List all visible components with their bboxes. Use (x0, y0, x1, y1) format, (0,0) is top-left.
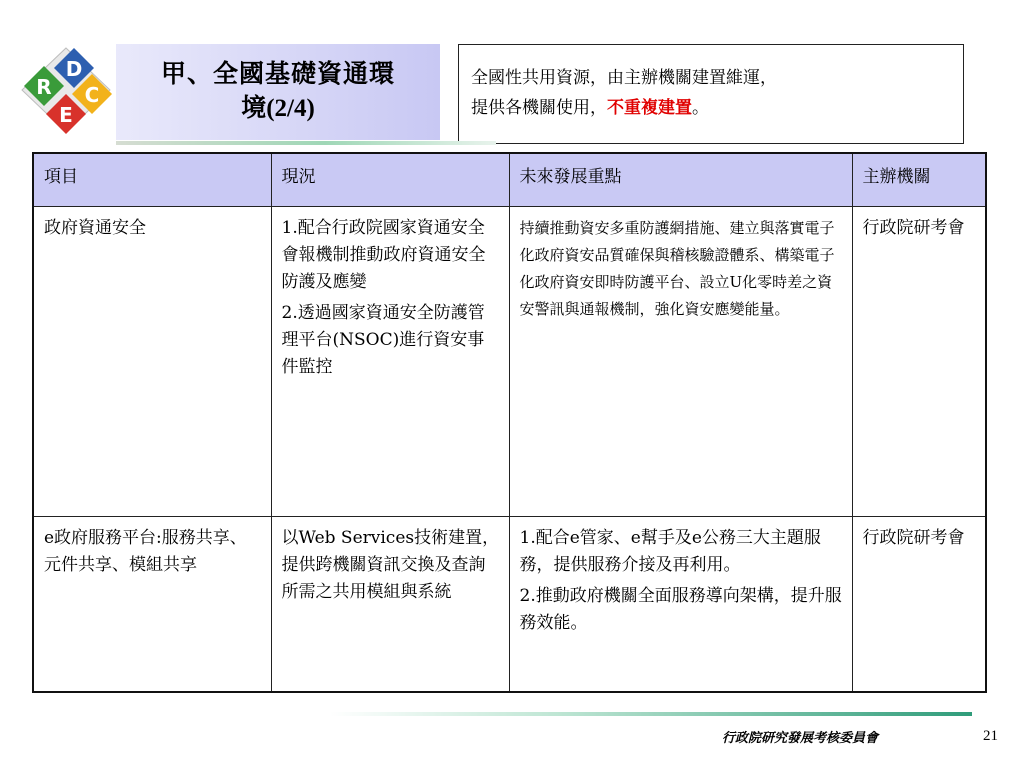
header-item: 項目 (33, 153, 271, 207)
svg-text:E: E (59, 103, 73, 127)
slide-title (116, 44, 440, 140)
table-row (33, 517, 986, 693)
note-line-1: 全國性共用資源，由主辦機關建置維運， (471, 68, 777, 88)
header-future: 未來發展重點 (509, 153, 852, 207)
overview-table (32, 152, 987, 693)
footer-rule (330, 712, 972, 716)
future-point: 2.推動政府機關全面服務導向架構，提升服務效能。 (519, 586, 842, 633)
header-status: 現況 (271, 153, 509, 207)
title-line-1: 甲、全國基礎資通環 (160, 61, 395, 88)
table-header-row (33, 153, 986, 207)
future-point: 1.配合e管家、e幫手及e公務三大主題服務，提供服務介接及再利用。 (519, 528, 821, 575)
table-row (33, 207, 986, 517)
cell-future (509, 517, 852, 693)
note-line-2-suffix: 。 (692, 98, 709, 118)
note-emphasis: 不重複建置 (607, 98, 692, 118)
title-underline (116, 141, 496, 145)
rdec-logo (18, 44, 114, 136)
title-line-2: 境(2/4) (241, 95, 315, 122)
note-box (458, 44, 964, 144)
page-number: 21 (983, 728, 998, 744)
footer-organization: 行政院研究發展考核委員會 (722, 731, 879, 746)
svg-text:C: C (84, 83, 100, 107)
cell-agency: 行政院研考會 (852, 207, 986, 517)
cell-item: 政府資通安全 (33, 207, 271, 517)
cell-item: e政府服務平台:服務共享、元件共享、模組共享 (33, 517, 271, 693)
svg-text:D: D (65, 57, 83, 81)
header-agency: 主辦機關 (852, 153, 986, 207)
note-line-2-prefix: 提供各機關使用， (471, 98, 607, 118)
status-point: 1.配合行政院國家資通安全會報機制推動政府資通安全防護及應變 (281, 218, 486, 292)
cell-status (271, 207, 509, 517)
cell-status: 以Web Services技術建置，提供跨機關資訊交換及查詢所需之共用模組與系統 (271, 517, 509, 693)
note-line-2 (471, 93, 953, 123)
svg-text:R: R (36, 75, 52, 99)
cell-future: 持續推動資安多重防護網措施、建立與落實電子化政府資安品質確保與稽核驗證體系、構築電子化政府資安即時防護平台、設立U化零時差之資安警訊與通報機制，強化資安應變能量。 (509, 207, 852, 517)
cell-agency: 行政院研考會 (852, 517, 986, 693)
status-point: 2.透過國家資通安全防護管理平台(NSOC)進行資安事件監控 (281, 303, 485, 377)
